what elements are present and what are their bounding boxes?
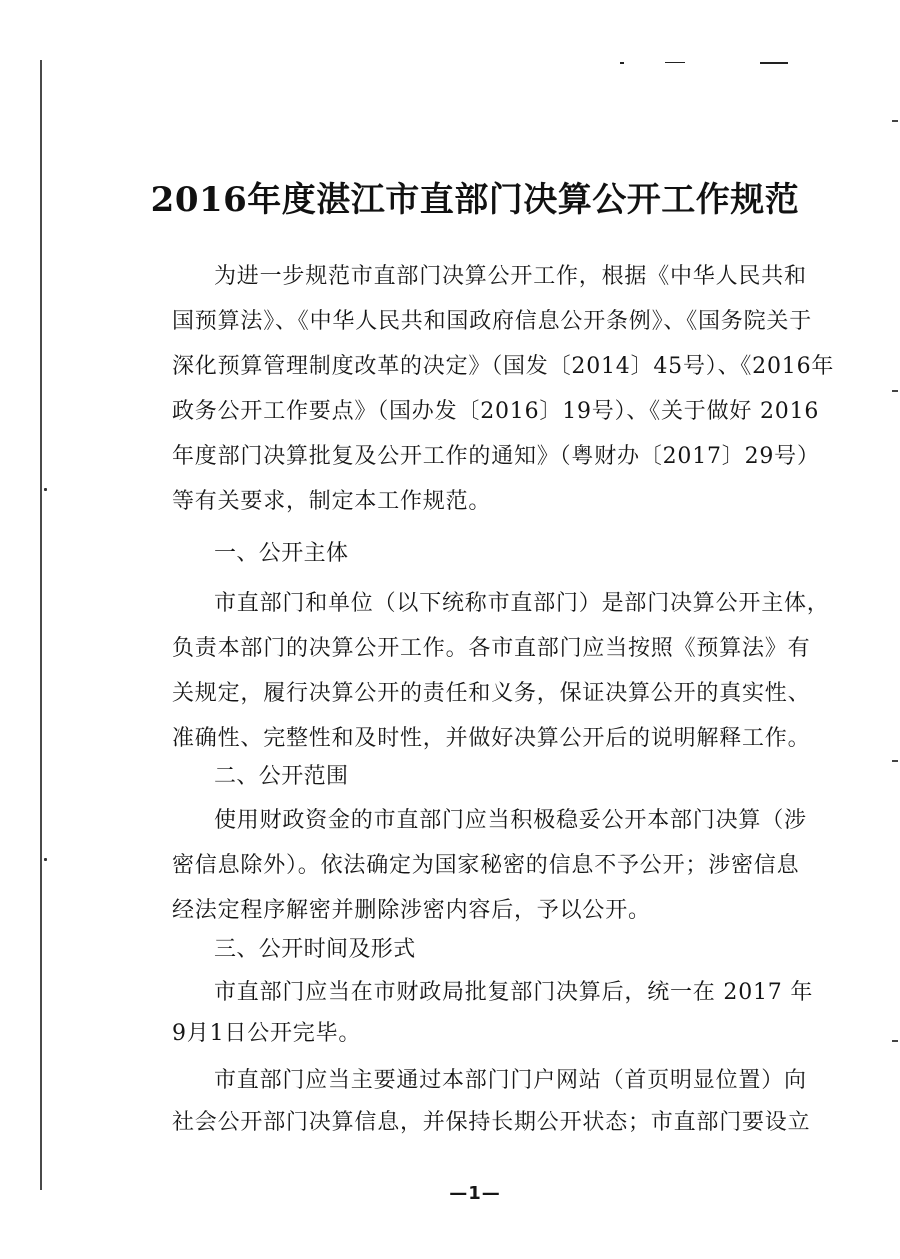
section-heading: 一、公开主体 <box>214 541 349 566</box>
body-line: 国预算法》、《中华人民共和国政府信息公开条例》、《国务院关于 <box>172 309 813 334</box>
scan-mark <box>44 858 47 861</box>
scan-mark <box>44 488 47 491</box>
body-line: 社会公开部门决算信息，并保持长期公开状态；市直部门要设立 <box>172 1110 811 1135</box>
body-line: 市直部门应当主要通过本部门门户网站（首页明显位置）向 <box>214 1068 807 1093</box>
body-line: 9月1日公开完毕。 <box>172 1021 362 1046</box>
scan-mark <box>760 62 788 64</box>
body-line: 负责本部门的决算公开工作。各市直部门应当按照《预算法》有 <box>172 636 811 661</box>
body-line: 准确性、完整性和及时性，并做好决算公开后的说明解释工作。 <box>172 726 811 751</box>
body-line: 使用财政资金的市直部门应当积极稳妥公开本部门决算（涉 <box>214 808 807 833</box>
body-line: 经法定程序解密并删除涉密内容后，予以公开。 <box>172 898 651 923</box>
body-line: 关规定，履行决算公开的责任和义务，保证决算公开的真实性、 <box>172 681 811 706</box>
scan-mark <box>665 62 685 63</box>
section-heading: 二、公开范围 <box>214 764 349 789</box>
body-line: 市直部门应当在市财政局批复部门决算后，统一在 2017 年 <box>214 980 814 1005</box>
scan-mark <box>892 120 898 122</box>
body-line: 为进一步规范市直部门决算公开工作，根据《中华人民共和 <box>214 264 807 289</box>
scan-mark <box>892 390 898 392</box>
body-line: 年度部门决算批复及公开工作的通知》（粤财办〔2017〕29号） <box>172 444 820 469</box>
body-line: 等有关要求，制定本工作规范。 <box>172 489 492 514</box>
body-line: 政务公开工作要点》（国办发〔2016〕19号）、《关于做好 2016 <box>172 399 820 424</box>
body-line: 市直部门和单位（以下统称市直部门）是部门决算公开主体， <box>214 591 830 616</box>
body-line: 密信息除外）。依法确定为国家秘密的信息不予公开；涉密信息 <box>172 853 800 878</box>
scan-mark <box>892 1040 898 1042</box>
scan-mark <box>620 62 624 64</box>
body-line: 深化预算管理制度改革的决定》（国发〔2014〕45号）、《2016年 <box>172 354 835 379</box>
scan-binding-line <box>40 60 42 1190</box>
section-heading: 三、公开时间及形式 <box>214 937 416 962</box>
scan-mark <box>892 760 898 762</box>
document-title: 2016年度湛江市直部门决算公开工作规范 <box>150 180 800 220</box>
page-number: —1— <box>449 1183 501 1204</box>
